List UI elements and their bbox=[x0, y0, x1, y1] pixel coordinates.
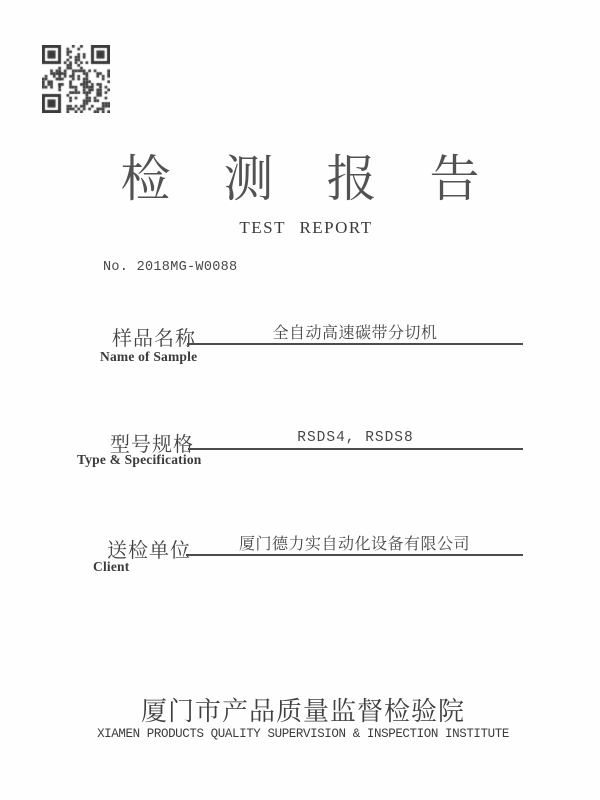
field-underline-type-specification bbox=[188, 430, 523, 450]
field-label-en-client: Client bbox=[93, 559, 130, 574]
field-label-zh-type-specification: 型号规格 bbox=[110, 434, 194, 456]
qr-code-icon bbox=[42, 45, 110, 113]
field-label-en-type-specification: Type & Specification bbox=[77, 452, 202, 467]
field-label-zh-name-of-sample: 样品名称 bbox=[112, 328, 196, 350]
institute-name-zh: 厦门市产品质量监督检验院 bbox=[140, 697, 465, 726]
institute-name-en: XIAMEN PRODUCTS QUALITY SUPERVISION & INSPECTION INSTITUTE bbox=[97, 727, 509, 741]
report-number: No. 2018MG-W0088 bbox=[103, 260, 238, 275]
report-title-zh: 检测报告 bbox=[120, 151, 533, 207]
field-label-zh-client: 送检单位 bbox=[107, 540, 191, 562]
field-value-name-of-sample: 全自动高速碳带分切机 bbox=[272, 325, 438, 342]
field-underline-client bbox=[186, 536, 523, 556]
field-value-client: 厦门德力实自动化设备有限公司 bbox=[238, 536, 470, 553]
report-title-en: TEST REPORT bbox=[239, 218, 373, 237]
field-value-type-specification: RSDS4, RSDS8 bbox=[297, 430, 414, 446]
field-underline-name-of-sample bbox=[187, 325, 523, 345]
field-label-en-name-of-sample: Name of Sample bbox=[100, 349, 198, 364]
